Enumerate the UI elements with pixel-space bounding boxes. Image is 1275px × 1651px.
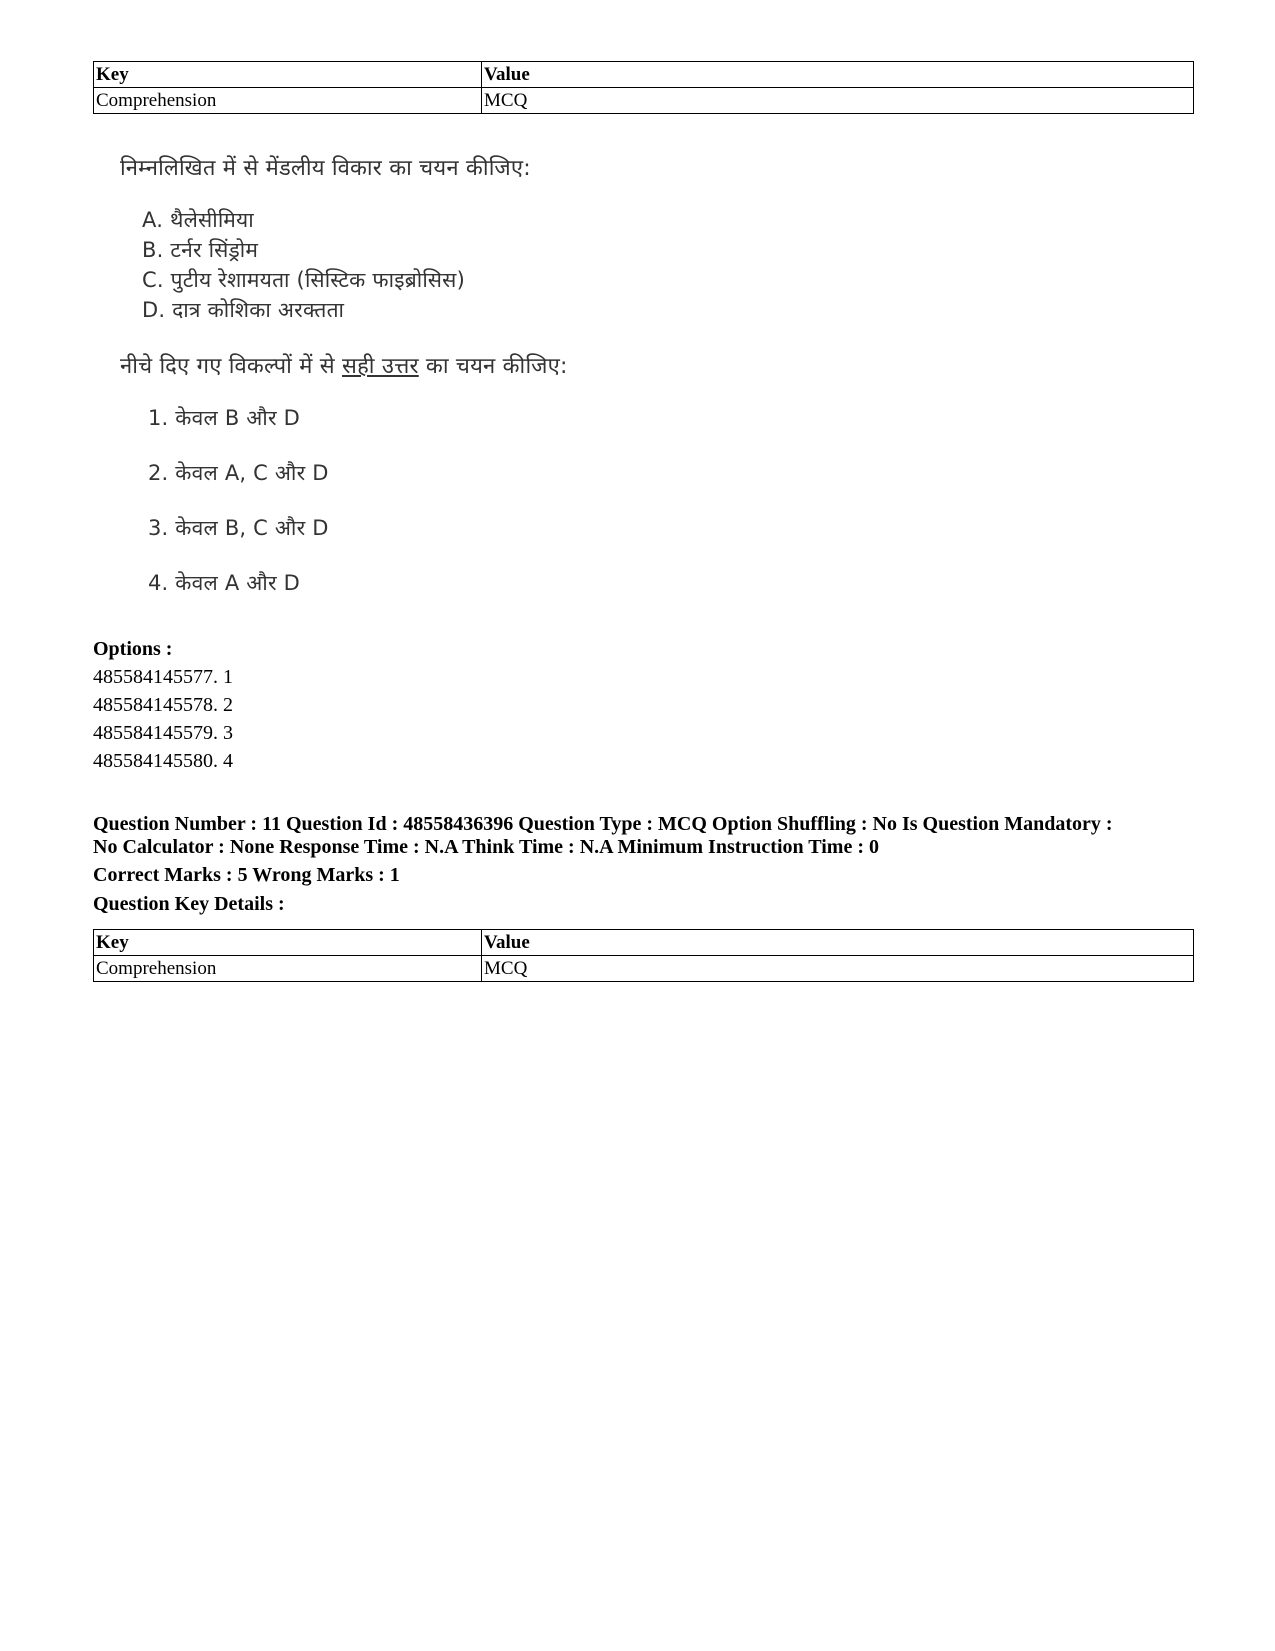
table-header-row	[94, 62, 1194, 88]
choice-1: 1. केवल B और D	[148, 406, 301, 430]
value-cell: MCQ	[482, 956, 1194, 982]
option-item: 485584145580. 4	[93, 750, 233, 772]
statement-a: A. थैलेसीमिया	[142, 208, 254, 232]
question-key-table	[93, 61, 1194, 114]
options-title: Options :	[93, 638, 173, 660]
table-header-row	[94, 930, 1194, 956]
statement-b: B. टर्नर सिंड्रोम	[142, 238, 259, 262]
key-cell: Comprehension	[94, 88, 482, 114]
option-item: 485584145577. 1	[93, 666, 233, 688]
question-stem: निम्नलिखित में से मेंडलीय विकार का चयन कीजिए:	[120, 156, 531, 181]
question-instruction	[120, 350, 568, 380]
question-key-table	[93, 929, 1194, 982]
statement-c: C. पुटीय रेशामयता (सिस्टिक फाइब्रोसिस)	[142, 268, 465, 292]
key-cell: Comprehension	[94, 956, 482, 982]
marks-line: Correct Marks : 5 Wrong Marks : 1	[93, 864, 400, 886]
choice-2: 2. केवल A, C और D	[148, 461, 329, 485]
instruction-underlined-text: सही उत्तर	[342, 354, 419, 379]
header-value-cell: Value	[482, 62, 1194, 88]
question-meta-line-1: Question Number : 11 Question Id : 48558436396 Question Type : MCQ Option Shuffling : No Is Question Mandatory :	[93, 813, 1113, 835]
value-cell: MCQ	[482, 88, 1194, 114]
key-details-title: Question Key Details :	[93, 893, 285, 915]
table-row	[94, 956, 1194, 982]
statement-d: D. दात्र कोशिका अरक्तता	[142, 298, 345, 322]
header-value-cell: Value	[482, 930, 1194, 956]
question-image	[110, 140, 670, 630]
option-item: 485584145579. 3	[93, 722, 233, 744]
option-item: 485584145578. 2	[93, 694, 233, 716]
table-row	[94, 88, 1194, 114]
choice-3: 3. केवल B, C और D	[148, 516, 329, 540]
header-key-cell: Key	[94, 62, 482, 88]
instruction-text-before: नीचे दिए गए विकल्पों में से	[120, 354, 343, 379]
instruction-text-after: का चयन कीजिए:	[418, 354, 568, 379]
question-meta-line-2: No Calculator : None Response Time : N.A Think Time : N.A Minimum Instruction Time : 0	[93, 836, 879, 858]
choice-4: 4. केवल A और D	[148, 571, 300, 595]
header-key-cell: Key	[94, 930, 482, 956]
